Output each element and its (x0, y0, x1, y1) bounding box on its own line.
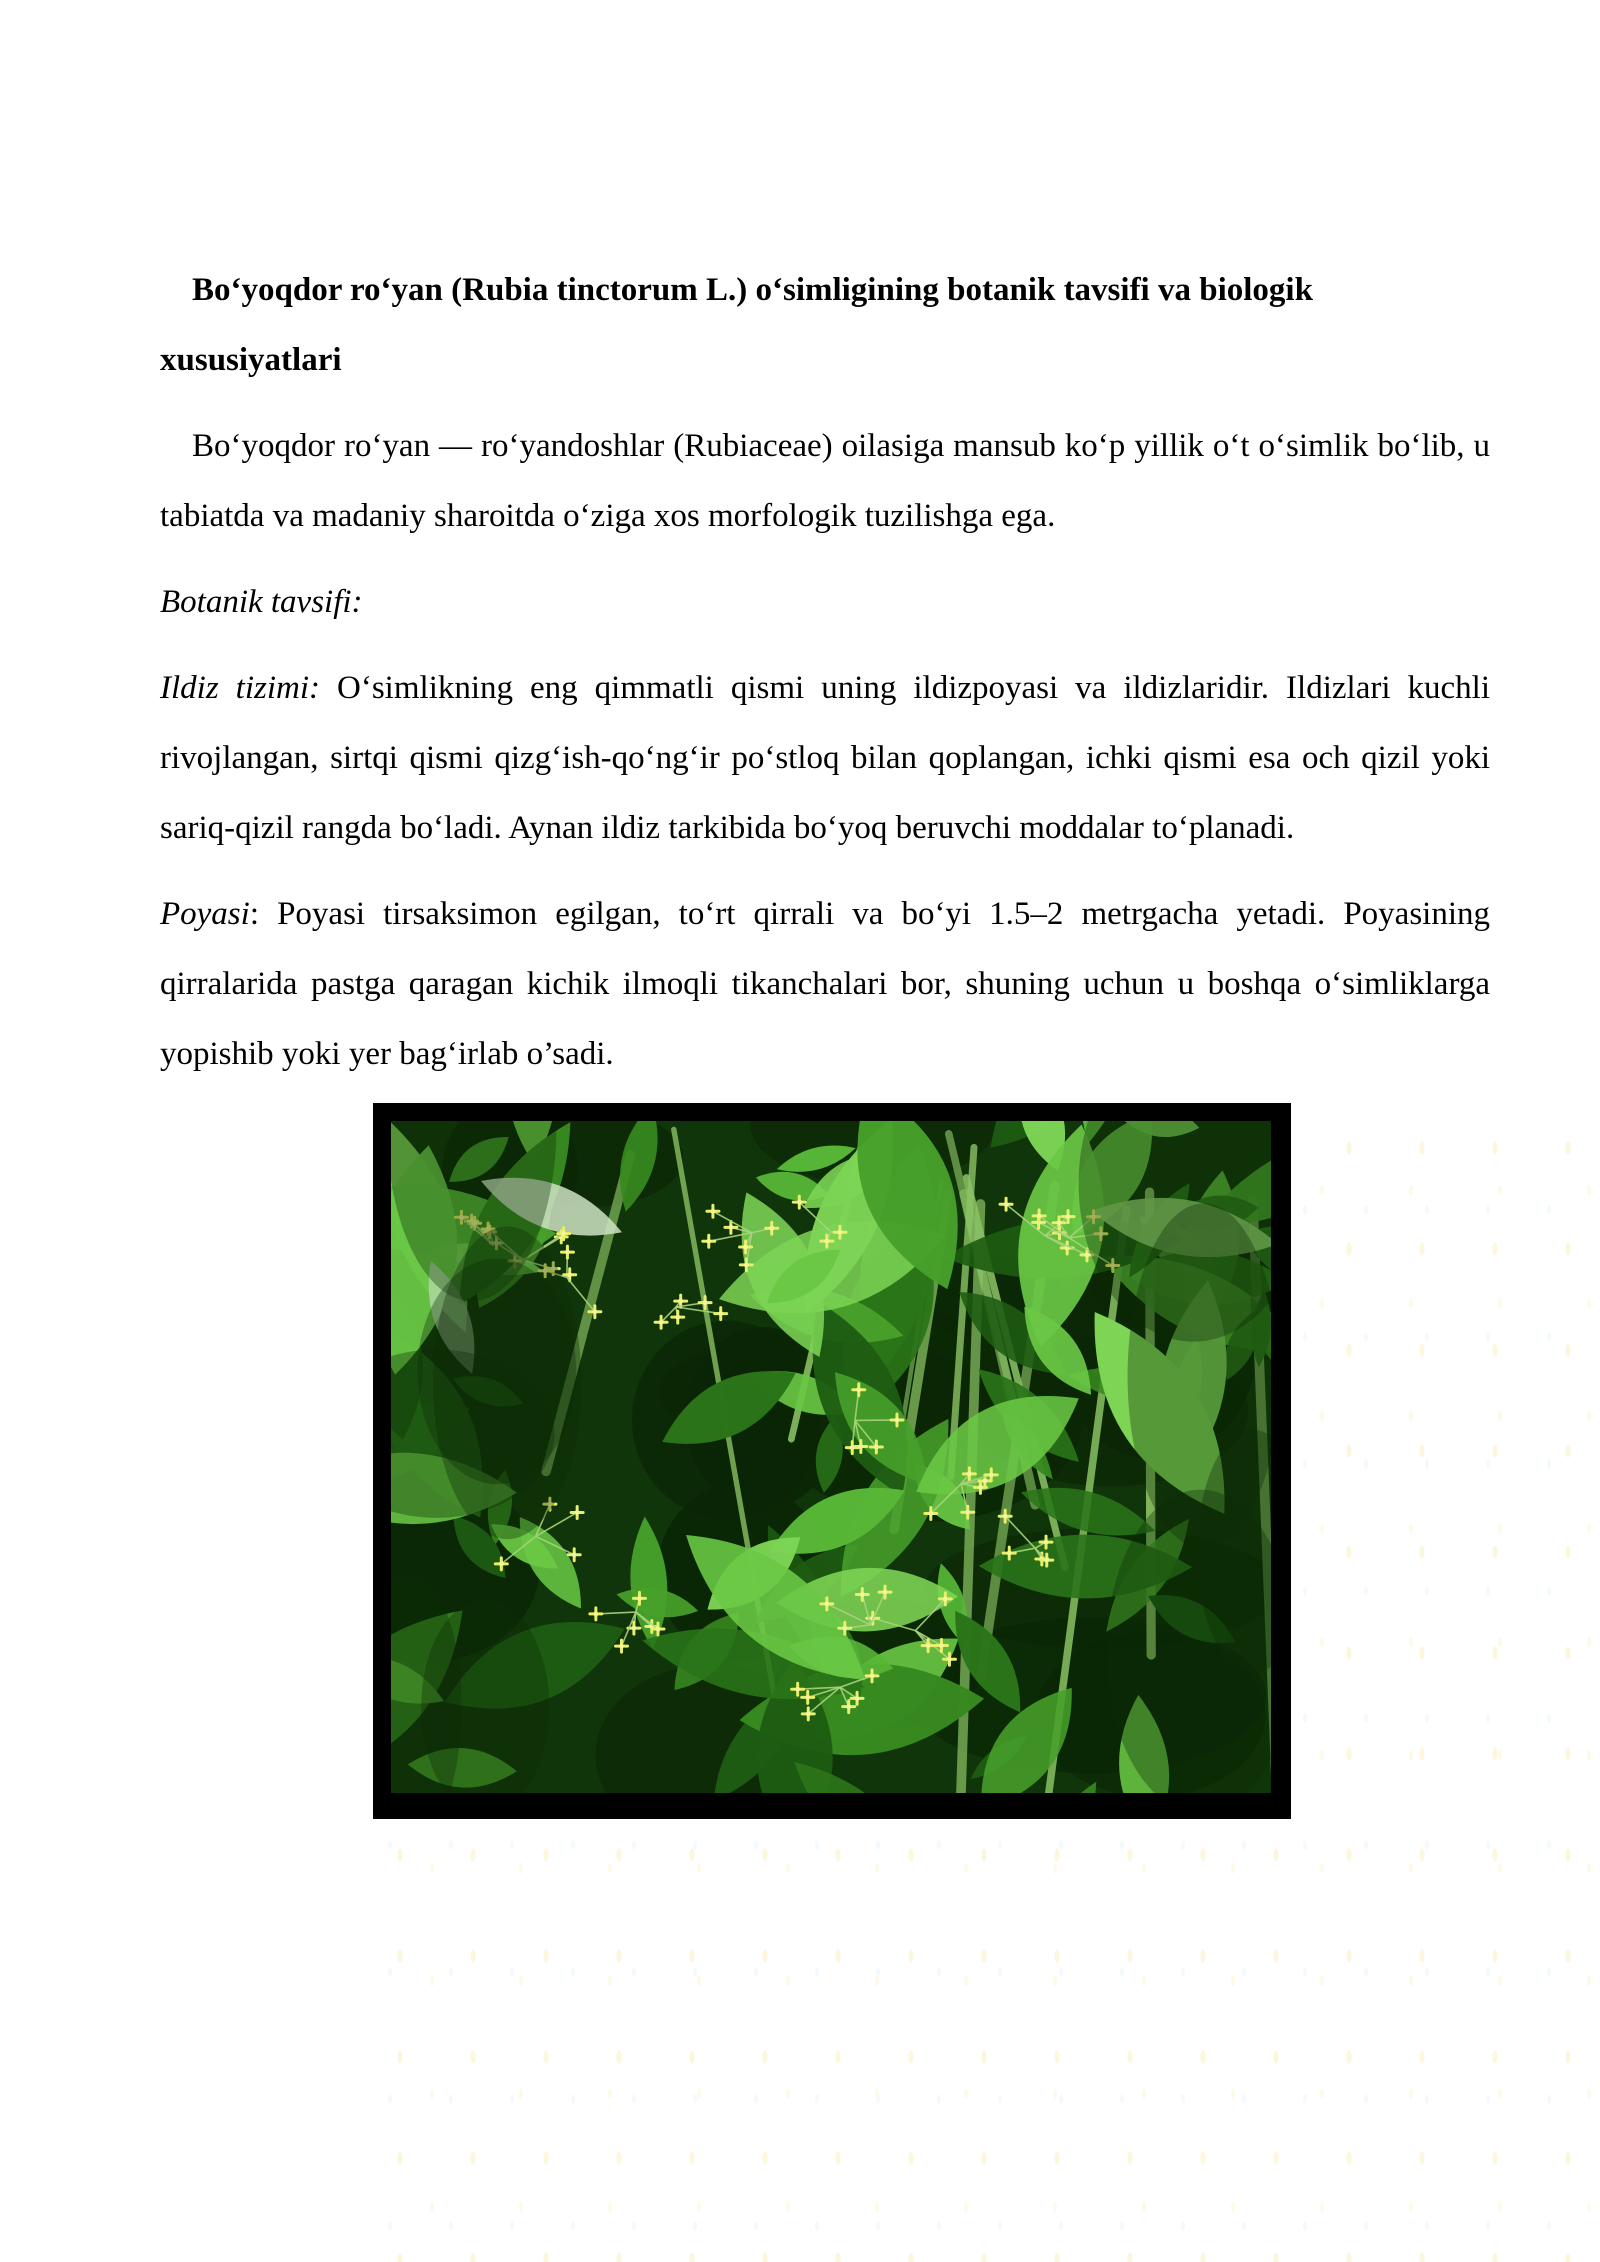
page-title: Boʻyoqdor roʻyan (Rubia tinctorum L.) oʻsimligining botanik tavsifi va biologik xususiyatlari (160, 272, 1313, 378)
root-paragraph-body: Oʻsimlikning eng qimmatli qismi uning ildizpoyasi va ildizlaridir. Ildizlari kuchli rivojlangan, sirtqi qismi qizgʻish-qoʻngʻir poʻstloq bilan qoplangan, ichki qismi esa och qizil yoki sariq-qizil rangda boʻladi. Aynan ildiz tarkibida boʻyoq beruvchi moddalar toʻplanadi. (160, 670, 1490, 846)
figure-frame (373, 1103, 1291, 1819)
stem-paragraph-body: : Poyasi tirsaksimon egilgan, toʻrt qirrali va boʻyi 1.5–2 metrgacha yetadi. Poyasining qirralarida pastga qaragan kichik ilmoqli tikanchalari bor, shuning uchun u boshqa oʻsimliklarga yopishib yoki yer bagʻirlab o’sadi. (160, 896, 1490, 1072)
stem-paragraph (160, 879, 1490, 1089)
intro-paragraph: Boʻyoqdor roʻyan — roʻyandoshlar (Rubiaceae) oilasiga mansub koʻp yillik oʻt oʻsimlik boʻlib, u tabiatda va madaniy sharoitda oʻziga xos morfologik tuzilishga ega. (160, 428, 1490, 534)
root-paragraph-lead: Ildiz tizimi: (160, 670, 321, 706)
root-paragraph (160, 653, 1490, 863)
stem-paragraph-lead: Poyasi (160, 896, 250, 932)
section-heading: Botanik tavsifi: (160, 584, 363, 620)
plant-photo (391, 1121, 1271, 1793)
